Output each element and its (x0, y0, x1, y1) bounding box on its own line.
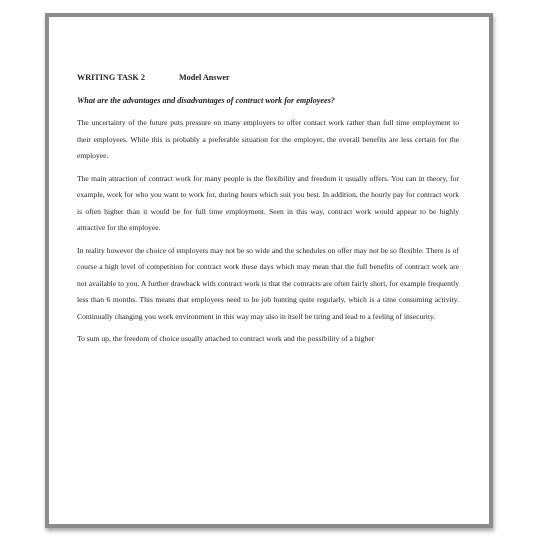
paragraph-advantages: The main attraction of contract work for many people is the flexibility and freedom it usually offers. You can in theory, for example, work for who you want to work for, during hours which suit you best. In addition, the hourly pay for contract work is often higher than it would be for full time employment. Seen in this way, contract work would appear to be highly attractive for the employee. (77, 173, 459, 232)
document-page-frame (45, 13, 493, 528)
document-header (77, 70, 459, 87)
task-label: WRITING TASK 2 (77, 73, 145, 82)
paragraph-conclusion: To sum up, the freedom of choice usually attached to contract work and the possibility of a higher (77, 334, 375, 343)
document-page (49, 17, 489, 524)
paragraph-disadvantages: In reality however the choice of employers may not be so wide and the schedules on offer may not be so flexible. There is of course a high level of competition for contract work these days which may mean that the full benefits of contract work are not available to you. A further drawback with contract work is that the contracts are often fairly short, for example frequently less than 6 months. This means that employees need to be job hunting quite regularly, which is a time consuming activity. Continually changing you work environment in this way may also in itself be tiring and lead to a feeling of insecurity. (77, 245, 459, 321)
essay-question: What are the advantages and disadvantages of contract work for employees? (77, 95, 335, 105)
answer-label: Model Answer (178, 73, 230, 82)
paragraph-intro: The uncertainty of the future puts pressure on many employers to offer contact work rather than full time employment to their employees. While this is probably a preferable situation for the employer, the overall benefits are less certain for the employee. (77, 118, 459, 160)
document-content (77, 70, 459, 348)
